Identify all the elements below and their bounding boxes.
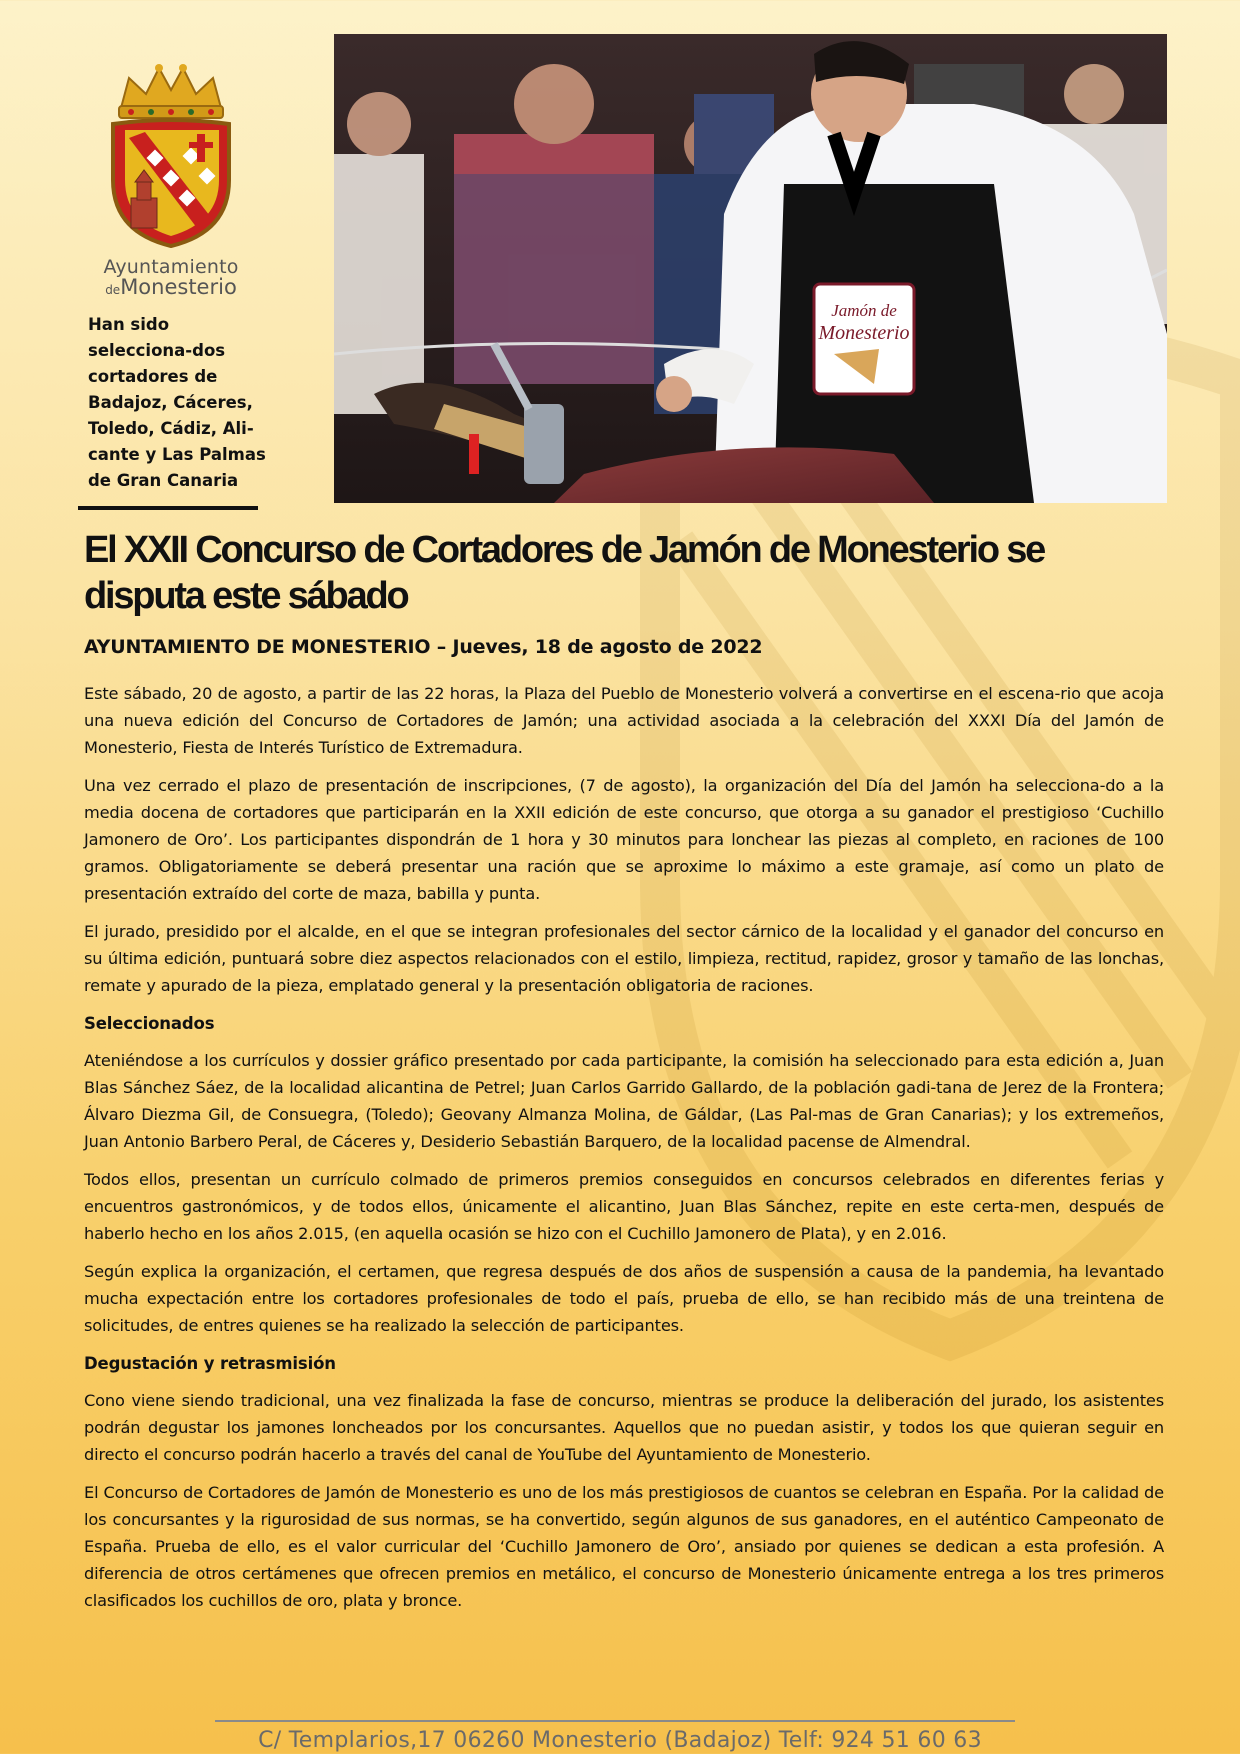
apron-label-line2: Monesterio bbox=[818, 322, 910, 344]
ham-cutter-photo bbox=[334, 34, 1167, 503]
paragraph-1: Este sábado, 20 de agosto, a partir de las 22 horas, la Plaza del Pueblo de Monesterio volverá a convertirse en el escena-rio que acoja una nueva edición del Concurso de Cortadores de Jamón; una actividad asociada a la celebración del XXXI Día del Jamón de Monesterio, Fiesta de Interés Turístico de Extremadura. bbox=[84, 684, 1164, 757]
paragraph-8: El Concurso de Cortadores de Jamón de Monesterio es uno de los más prestigiosos de cuantos se celebran en España. Por la calidad de los concursantes y la rigurosidad de sus normas, se ha convertido, según algunos de sus ganadores, en el auténtico Campeonato de España. Prueba de ello, es el valor curricular del ‘Cuchillo Jamonero de Oro’, ansiado por quienes se dedican a esta profesión. A diferencia de otros certámenes que ofrecen premios en metálico, el concurso de Monesterio únicamente entrega a los tres primeros clasificados los cuchillos de oro, plata y bronce. bbox=[84, 1483, 1164, 1610]
ayuntamiento-logo bbox=[86, 60, 256, 298]
paragraph-6: Según explica la organización, el certamen, que regresa después de dos años de suspensión a causa de la pandemia, ha levantado mucha expectación entre los cortadores profesionales de todo el país, prueba de ello, se han recibido más de una treintena de solicitudes, de entres quienes se ha realizado la selección de participantes. bbox=[84, 1262, 1164, 1335]
logo-prefix: de bbox=[105, 283, 121, 297]
paragraph-7: Cono viene siendo tradicional, una vez finalizada la fase de concurso, mientras se produce la deliberación del jurado, los asistentes podrán degustar los jamones loncheados por los concursantes. Aquellos que no puedan asistir, y todos los que quieran seguir en directo el concurso podrán hacerlo a través del canal de YouTube del Ayuntamiento de Monesterio. bbox=[84, 1391, 1164, 1464]
paragraph-4: Ateniéndose a los currículos y dossier gráfico presentado por cada participante, la comisión ha seleccionado para esta edición a, Juan Blas Sánchez Sáez, de la localidad alicantina de Petrel; Juan Carlos Garrido Gallardo, de la población gadi-tana de Jerez de la Frontera; Álvaro Diezma Gil, de Consuegra, (Toledo); Geovany Almanza Molina, de Gáldar, (Las Pal-mas de Gran Canarias); y los extremeños, Juan Antonio Barbero Peral, de Cáceres y, Desiderio Sebastián Barquero, de la localidad pacense de Almendral. bbox=[84, 1051, 1164, 1151]
logo-line-monesterio bbox=[86, 277, 256, 298]
logo-line-ayuntamiento: Ayuntamiento bbox=[103, 256, 239, 278]
article-body bbox=[84, 680, 1164, 1625]
paragraph-5: Todos ellos, presentan un currículo colmado de primeros premios conseguidos en concursos celebrados en diferentes ferias y encuentros gastronómicos, y de todos ellos, únicamente el alicantino, Juan Blas Sánchez, repite en este certa-men, después de haberlo hecho en los años 2.015, (en aquella ocasión se hizo con el Cuchillo Jamonero de Plata), y en 2.016. bbox=[84, 1170, 1164, 1243]
paragraph-2: Una vez cerrado el plazo de presentación de inscripciones, (7 de agosto), la organización del Día del Jamón ha selecciona-do a la media docena de cortadores que participarán en la XXII edición de este concurso, que otorga a su ganador el prestigioso ‘Cuchillo Jamonero de Oro’. Los participantes dispondrán de 1 hora y 30 minutos para lonchear las piezas al completo, en raciones de 100 gramos. Obligatoriamente se deberá presentar una ración que se aproxime lo máximo a este gramaje, así como un plato de presentación extraído del corte de maza, babilla y punta. bbox=[84, 776, 1164, 903]
paragraph-3: El jurado, presidido por el alcalde, en el que se integran profesionales del sector cárnico de la localidad y el ganador del concurso en su última edición, puntuará sobre diez aspectos relacionados con el estilo, limpieza, rectitud, rapidez, grosor y tamaño de las lonchas, remate y apurado de la pieza, emplatado general y la presentación obligatoria de raciones. bbox=[84, 922, 1164, 995]
apron-label-line1: Jamón de bbox=[831, 301, 897, 320]
article-title: El XXII Concurso de Cortadores de Jamón de Monesterio se disputa este sábado bbox=[84, 529, 1045, 617]
photo-illustration bbox=[334, 34, 1167, 503]
logo-name: Monesterio bbox=[120, 275, 237, 299]
heading-degustacion: Degustación y retrasmisión bbox=[84, 1354, 336, 1373]
article-dateline: AYUNTAMIENTO DE MONESTERIO – Jueves, 18 de agosto de 2022 bbox=[84, 636, 763, 658]
heading-seleccionados: Seleccionados bbox=[84, 1014, 215, 1033]
sidebar-divider bbox=[78, 506, 258, 510]
sidebar-pull-quote: Han sido selecciona-dos cortadores de Badajoz, Cáceres, Toledo, Cádiz, Ali-cante y Las Palmas de Gran Canaria bbox=[88, 315, 266, 490]
footer-divider bbox=[215, 1720, 1015, 1722]
coat-of-arms-icon bbox=[101, 60, 241, 250]
footer-address: C/ Templarios,17 06260 Monesterio (Badajoz) Telf: 924 51 60 63 bbox=[258, 1728, 982, 1753]
